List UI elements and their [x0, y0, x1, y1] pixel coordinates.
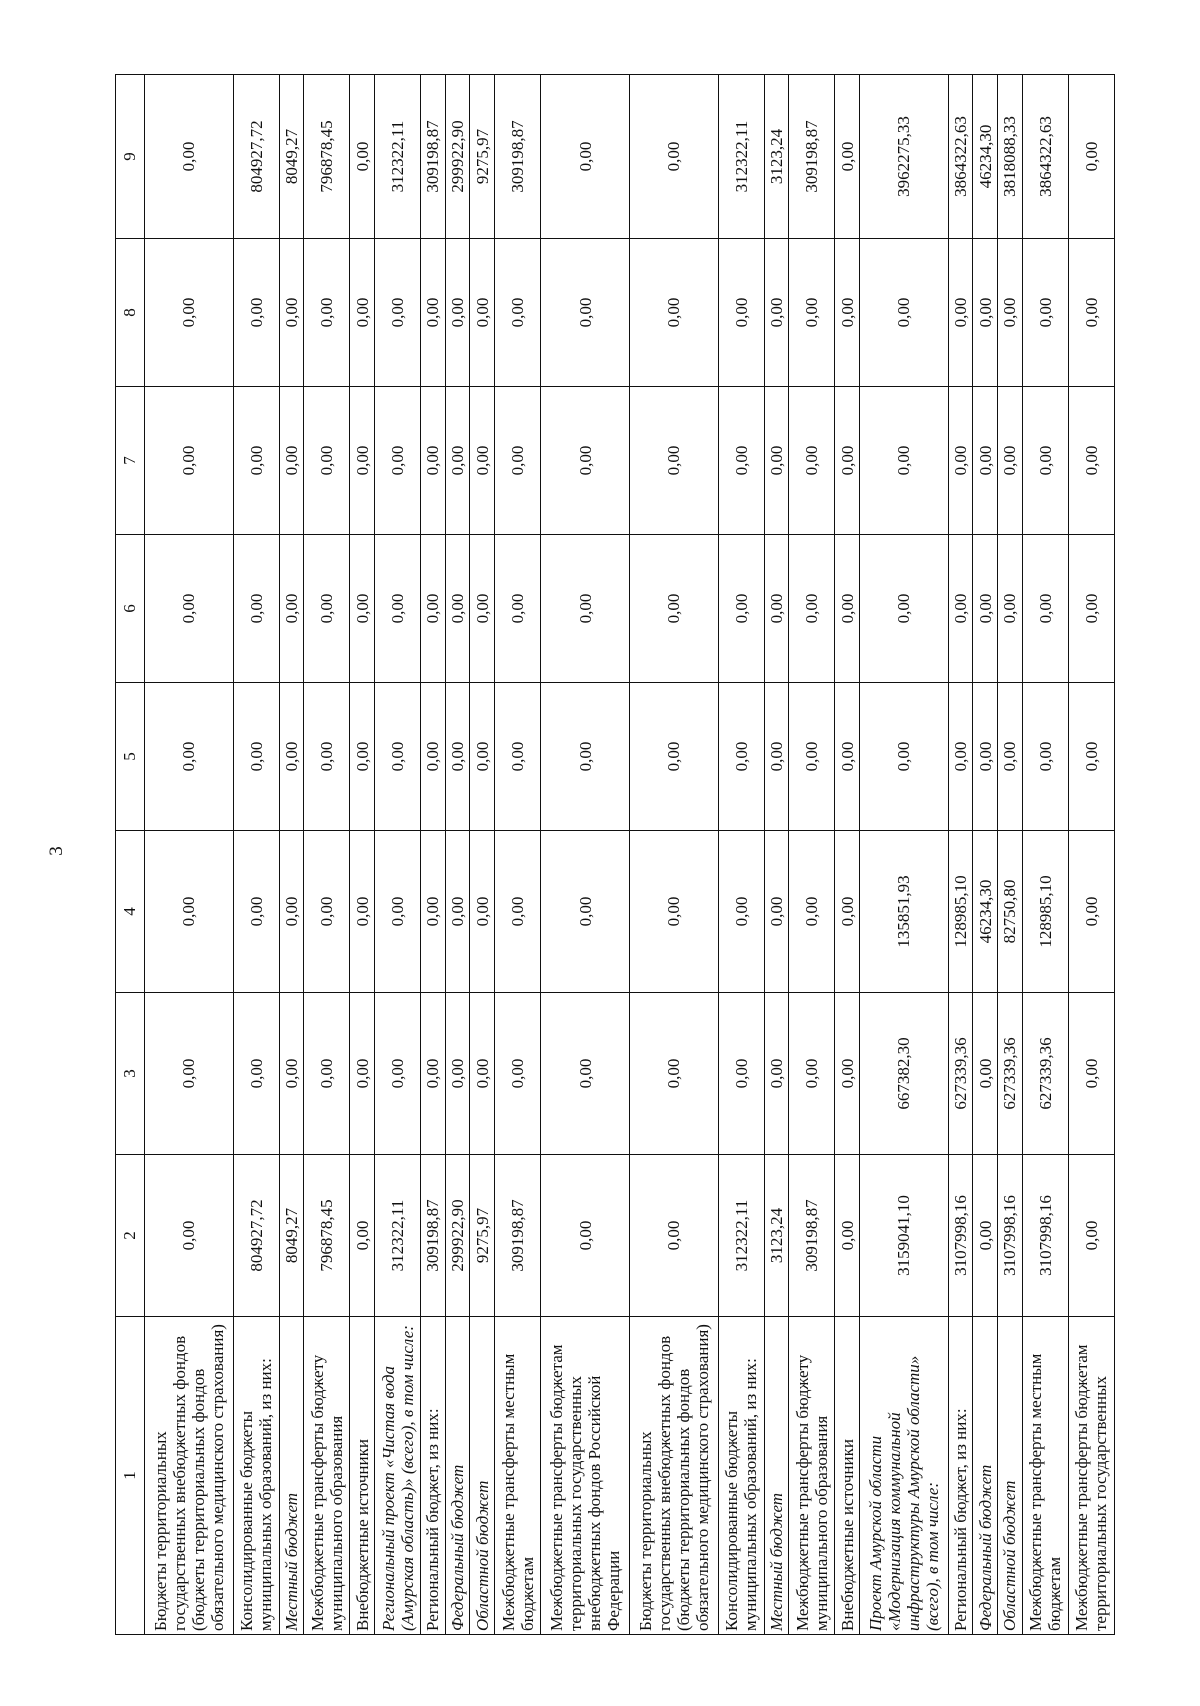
value-cell: 0,00	[541, 535, 630, 683]
value-cell: 3107998,16	[948, 1155, 973, 1317]
row-label: Областной бюджет	[998, 1317, 1023, 1635]
column-header: 8	[116, 239, 145, 387]
value-cell: 299922,90	[445, 1155, 470, 1317]
table-row	[445, 75, 470, 1635]
value-cell: 0,00	[350, 239, 375, 387]
value-cell: 3107998,16	[1022, 1155, 1068, 1317]
row-label: Местный бюджет	[279, 1317, 304, 1635]
table-row	[789, 75, 835, 1635]
value-cell: 0,00	[718, 831, 764, 993]
table-row	[718, 75, 764, 1635]
value-cell: 0,00	[304, 239, 350, 387]
row-label: Местный бюджет	[764, 1317, 789, 1635]
value-cell: 0,00	[629, 993, 718, 1155]
value-cell: 0,00	[304, 993, 350, 1155]
value-cell: 0,00	[375, 831, 421, 993]
value-cell: 0,00	[764, 683, 789, 831]
row-label: Межбюджетные трансферты местным бюджетам	[495, 1317, 541, 1635]
value-cell: 0,00	[445, 683, 470, 831]
budget-table	[115, 74, 1115, 1635]
value-cell: 0,00	[233, 387, 279, 535]
value-cell: 135851,93	[859, 831, 948, 993]
value-cell: 0,00	[495, 535, 541, 683]
row-label: Межбюджетные трансферты бюджетам территориальных государственных внебюджетных фондов Российской Федерации	[541, 1317, 630, 1635]
value-cell: 0,00	[973, 1155, 998, 1317]
value-cell: 0,00	[541, 387, 630, 535]
value-cell: 9275,97	[470, 1155, 495, 1317]
value-cell: 0,00	[948, 683, 973, 831]
value-cell: 0,00	[421, 683, 446, 831]
value-cell: 0,00	[541, 75, 630, 239]
value-cell: 0,00	[350, 387, 375, 535]
table-row	[835, 75, 860, 1635]
value-cell: 0,00	[1022, 239, 1068, 387]
value-cell: 309198,87	[789, 1155, 835, 1317]
value-cell: 0,00	[835, 683, 860, 831]
value-cell: 0,00	[973, 387, 998, 535]
value-cell: 46234,30	[973, 75, 998, 239]
table-row	[541, 75, 630, 1635]
table-row	[629, 75, 718, 1635]
value-cell: 0,00	[973, 239, 998, 387]
value-cell: 0,00	[835, 535, 860, 683]
value-cell: 796878,45	[304, 75, 350, 239]
value-cell: 0,00	[445, 535, 470, 683]
table-row	[859, 75, 948, 1635]
value-cell: 0,00	[375, 993, 421, 1155]
column-header-row	[116, 75, 145, 1635]
value-cell: 0,00	[629, 535, 718, 683]
value-cell: 128985,10	[948, 831, 973, 993]
value-cell: 0,00	[973, 993, 998, 1155]
value-cell: 3123,24	[764, 1155, 789, 1317]
value-cell: 0,00	[835, 75, 860, 239]
value-cell: 0,00	[541, 1155, 630, 1317]
value-cell: 0,00	[718, 683, 764, 831]
value-cell: 0,00	[145, 683, 234, 831]
value-cell: 0,00	[350, 683, 375, 831]
value-cell: 0,00	[375, 535, 421, 683]
value-cell: 0,00	[718, 535, 764, 683]
value-cell: 0,00	[973, 535, 998, 683]
value-cell: 0,00	[835, 993, 860, 1155]
value-cell: 0,00	[350, 993, 375, 1155]
column-header: 1	[116, 1317, 145, 1635]
table-row	[350, 75, 375, 1635]
table-row	[470, 75, 495, 1635]
value-cell: 0,00	[835, 239, 860, 387]
value-cell: 0,00	[495, 831, 541, 993]
value-cell: 3123,24	[764, 75, 789, 239]
value-cell: 804927,72	[233, 75, 279, 239]
table-row	[304, 75, 350, 1635]
value-cell: 0,00	[718, 239, 764, 387]
value-cell: 0,00	[789, 993, 835, 1155]
row-label: Внебюджетные источники	[350, 1317, 375, 1635]
value-cell: 0,00	[629, 1155, 718, 1317]
value-cell: 0,00	[764, 535, 789, 683]
value-cell: 312322,11	[375, 75, 421, 239]
value-cell: 0,00	[145, 239, 234, 387]
value-cell: 0,00	[304, 535, 350, 683]
value-cell: 0,00	[859, 387, 948, 535]
value-cell: 0,00	[421, 239, 446, 387]
value-cell: 0,00	[421, 387, 446, 535]
row-label: Консолидированные бюджеты муниципальных образований, из них:	[233, 1317, 279, 1635]
value-cell: 0,00	[859, 239, 948, 387]
column-header: 6	[116, 535, 145, 683]
value-cell: 0,00	[445, 831, 470, 993]
value-cell: 0,00	[764, 831, 789, 993]
table-row	[279, 75, 304, 1635]
page-number: 3	[45, 846, 67, 856]
value-cell: 0,00	[495, 683, 541, 831]
value-cell: 0,00	[470, 387, 495, 535]
value-cell: 0,00	[233, 239, 279, 387]
value-cell: 0,00	[835, 1155, 860, 1317]
value-cell: 0,00	[948, 239, 973, 387]
row-label: Межбюджетные трансферты бюджету муниципального образования	[304, 1317, 350, 1635]
value-cell: 0,00	[233, 683, 279, 831]
value-cell: 0,00	[279, 683, 304, 831]
value-cell: 0,00	[470, 535, 495, 683]
value-cell: 0,00	[1068, 831, 1114, 993]
row-label: Бюджеты территориальных государственных внебюджетных фондов (бюджеты территориальных фондов обязательного медицинского страхования)	[145, 1317, 234, 1635]
value-cell: 3962275,33	[859, 75, 948, 239]
value-cell: 312322,11	[718, 75, 764, 239]
value-cell: 0,00	[1068, 993, 1114, 1155]
value-cell: 0,00	[789, 535, 835, 683]
rotated-page	[115, 75, 1115, 1635]
value-cell: 309198,87	[421, 1155, 446, 1317]
value-cell: 0,00	[789, 831, 835, 993]
column-header: 2	[116, 1155, 145, 1317]
value-cell: 309198,87	[421, 75, 446, 239]
value-cell: 3159041,10	[859, 1155, 948, 1317]
value-cell: 0,00	[350, 831, 375, 993]
value-cell: 0,00	[350, 75, 375, 239]
value-cell: 667382,30	[859, 993, 948, 1155]
row-label: Межбюджетные трансферты бюджетам территориальных государственных	[1068, 1317, 1114, 1635]
value-cell: 0,00	[1022, 535, 1068, 683]
value-cell: 0,00	[279, 993, 304, 1155]
value-cell: 0,00	[629, 683, 718, 831]
value-cell: 0,00	[541, 683, 630, 831]
value-cell: 3864322,63	[1022, 75, 1068, 239]
table-row	[764, 75, 789, 1635]
value-cell: 0,00	[421, 535, 446, 683]
row-label: Внебюджетные источники	[835, 1317, 860, 1635]
value-cell: 82750,80	[998, 831, 1023, 993]
value-cell: 0,00	[541, 993, 630, 1155]
row-label: Федеральный бюджет	[973, 1317, 998, 1635]
value-cell: 0,00	[629, 239, 718, 387]
row-label: Региональный проект «Чистая вода (Амурская область)» (всего), в том числе:	[375, 1317, 421, 1635]
value-cell: 0,00	[375, 239, 421, 387]
value-cell: 627339,36	[948, 993, 973, 1155]
value-cell: 0,00	[835, 387, 860, 535]
value-cell: 0,00	[789, 683, 835, 831]
value-cell: 0,00	[470, 683, 495, 831]
value-cell: 0,00	[1068, 387, 1114, 535]
table-row	[948, 75, 973, 1635]
value-cell: 0,00	[421, 831, 446, 993]
value-cell: 0,00	[1068, 239, 1114, 387]
value-cell: 0,00	[145, 535, 234, 683]
value-cell: 0,00	[233, 993, 279, 1155]
value-cell: 0,00	[1068, 535, 1114, 683]
column-header: 5	[116, 683, 145, 831]
value-cell: 804927,72	[233, 1155, 279, 1317]
column-header: 4	[116, 831, 145, 993]
value-cell: 309198,87	[495, 1155, 541, 1317]
value-cell: 0,00	[1068, 75, 1114, 239]
value-cell: 0,00	[145, 387, 234, 535]
value-cell: 0,00	[541, 239, 630, 387]
column-header: 3	[116, 993, 145, 1155]
row-label: Региональный бюджет, из них:	[421, 1317, 446, 1635]
table-row	[1068, 75, 1114, 1635]
value-cell: 0,00	[304, 387, 350, 535]
value-cell: 0,00	[279, 535, 304, 683]
row-label: Региональный бюджет, из них:	[948, 1317, 973, 1635]
table-row	[421, 75, 446, 1635]
value-cell: 0,00	[145, 831, 234, 993]
value-cell: 0,00	[859, 535, 948, 683]
value-cell: 0,00	[279, 831, 304, 993]
table-row	[145, 75, 234, 1635]
value-cell: 0,00	[835, 831, 860, 993]
value-cell: 0,00	[445, 239, 470, 387]
value-cell: 46234,30	[973, 831, 998, 993]
value-cell: 0,00	[541, 831, 630, 993]
value-cell: 0,00	[375, 683, 421, 831]
value-cell: 0,00	[495, 239, 541, 387]
table-row	[1022, 75, 1068, 1635]
value-cell: 0,00	[233, 535, 279, 683]
value-cell: 0,00	[998, 535, 1023, 683]
row-label: Областной бюджет	[470, 1317, 495, 1635]
value-cell: 0,00	[629, 831, 718, 993]
value-cell: 0,00	[495, 387, 541, 535]
value-cell: 0,00	[375, 387, 421, 535]
value-cell: 8049,27	[279, 75, 304, 239]
value-cell: 0,00	[470, 831, 495, 993]
value-cell: 0,00	[145, 75, 234, 239]
value-cell: 3818088,33	[998, 75, 1023, 239]
value-cell: 309198,87	[789, 75, 835, 239]
value-cell: 627339,36	[998, 993, 1023, 1155]
value-cell: 0,00	[629, 75, 718, 239]
table-row	[998, 75, 1023, 1635]
value-cell: 128985,10	[1022, 831, 1068, 993]
value-cell: 0,00	[718, 993, 764, 1155]
value-cell: 0,00	[470, 239, 495, 387]
value-cell: 0,00	[421, 993, 446, 1155]
table-row	[233, 75, 279, 1635]
value-cell: 0,00	[764, 387, 789, 535]
table-row	[375, 75, 421, 1635]
value-cell: 0,00	[145, 993, 234, 1155]
value-cell: 8049,27	[279, 1155, 304, 1317]
value-cell: 0,00	[1068, 683, 1114, 831]
row-label: Межбюджетные трансферты местным бюджетам	[1022, 1317, 1068, 1635]
value-cell: 0,00	[718, 387, 764, 535]
value-cell: 0,00	[1068, 1155, 1114, 1317]
value-cell: 0,00	[470, 993, 495, 1155]
value-cell: 3864322,63	[948, 75, 973, 239]
value-cell: 0,00	[764, 239, 789, 387]
value-cell: 312322,11	[718, 1155, 764, 1317]
value-cell: 0,00	[445, 387, 470, 535]
value-cell: 312322,11	[375, 1155, 421, 1317]
value-cell: 309198,87	[495, 75, 541, 239]
value-cell: 0,00	[350, 535, 375, 683]
value-cell: 0,00	[859, 683, 948, 831]
value-cell: 0,00	[973, 683, 998, 831]
value-cell: 9275,97	[470, 75, 495, 239]
value-cell: 0,00	[629, 387, 718, 535]
table-row	[495, 75, 541, 1635]
value-cell: 0,00	[789, 239, 835, 387]
table-row	[973, 75, 998, 1635]
value-cell: 0,00	[233, 831, 279, 993]
value-cell: 0,00	[304, 683, 350, 831]
row-label: Бюджеты территориальных государственных внебюджетных фондов (бюджеты территориальных фондов обязательного медицинского страхования)	[629, 1317, 718, 1635]
value-cell: 0,00	[789, 387, 835, 535]
value-cell: 0,00	[1022, 387, 1068, 535]
value-cell: 0,00	[998, 683, 1023, 831]
table-body	[145, 75, 1115, 1635]
row-label: Консолидированные бюджеты муниципальных образований, из них:	[718, 1317, 764, 1635]
value-cell: 0,00	[304, 831, 350, 993]
value-cell: 0,00	[998, 387, 1023, 535]
value-cell: 0,00	[1022, 683, 1068, 831]
value-cell: 0,00	[948, 535, 973, 683]
column-header: 7	[116, 387, 145, 535]
value-cell: 627339,36	[1022, 993, 1068, 1155]
value-cell: 0,00	[998, 239, 1023, 387]
row-label: Межбюджетные трансферты бюджету муниципального образования	[789, 1317, 835, 1635]
value-cell: 0,00	[279, 239, 304, 387]
value-cell: 0,00	[279, 387, 304, 535]
value-cell: 0,00	[764, 993, 789, 1155]
value-cell: 0,00	[145, 1155, 234, 1317]
value-cell: 0,00	[495, 993, 541, 1155]
column-header: 9	[116, 75, 145, 239]
value-cell: 0,00	[948, 387, 973, 535]
row-label: Проект Амурской области «Модернизация коммунальной инфраструктуры Амурской области» (всего), в том числе:	[859, 1317, 948, 1635]
value-cell: 0,00	[445, 993, 470, 1155]
value-cell: 299922,90	[445, 75, 470, 239]
row-label: Федеральный бюджет	[445, 1317, 470, 1635]
value-cell: 3107998,16	[998, 1155, 1023, 1317]
value-cell: 0,00	[350, 1155, 375, 1317]
value-cell: 796878,45	[304, 1155, 350, 1317]
